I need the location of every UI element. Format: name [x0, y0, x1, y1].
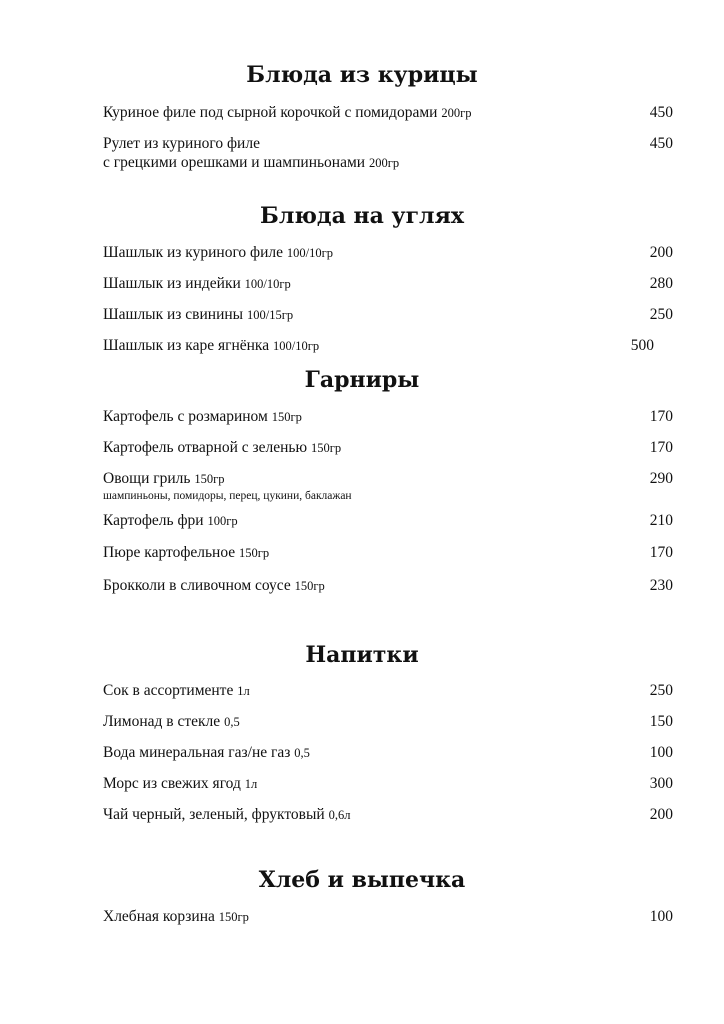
menu-item [103, 305, 673, 325]
item-qty: 150гр [271, 410, 302, 424]
menu-item [103, 712, 673, 732]
item-price: 170 [649, 408, 673, 425]
menu-item [103, 743, 673, 763]
item-name: Шашлык из куриного филе [103, 244, 283, 261]
item-price: 250 [649, 682, 673, 699]
item-price: 500 [630, 337, 654, 354]
menu-item [103, 805, 673, 825]
menu-item [103, 243, 673, 263]
item-qty: 150гр [239, 546, 270, 560]
item-qty: 150гр [294, 579, 325, 593]
item-price: 170 [649, 544, 673, 561]
item-qty: 150гр [194, 472, 225, 486]
item-price: 450 [649, 135, 673, 152]
item-name: Картофель отварной с зеленью [103, 439, 308, 456]
item-price: 170 [649, 439, 673, 456]
section-title-chicken: Блюда из курицы [246, 62, 478, 88]
item-price: 230 [649, 577, 673, 594]
section-title-drinks: Напитки [305, 642, 419, 668]
item-price: 450 [649, 104, 673, 121]
item-price: 150 [649, 713, 673, 730]
menu-item [103, 774, 673, 794]
menu-item [103, 469, 673, 504]
menu-item [103, 907, 673, 927]
item-qty: 150гр [218, 910, 249, 924]
item-name: Морс из свежих ягод [103, 775, 241, 792]
item-price: 300 [649, 775, 673, 792]
item-price: 250 [649, 306, 673, 323]
item-name: Брокколи в сливочном соусе [103, 577, 291, 594]
menu-item [103, 407, 673, 427]
item-price: 210 [649, 512, 673, 529]
item-name: Картофель с розмарином [103, 408, 268, 425]
item-name-line2: с грецкими орешками и шампиньонами [103, 154, 366, 171]
item-name: Чай черный, зеленый, фруктовый [103, 806, 325, 823]
item-name: Хлебная корзина [103, 908, 215, 925]
menu-item [103, 274, 673, 294]
menu-item [103, 103, 673, 123]
item-name: Картофель фри [103, 512, 204, 529]
item-qty: 100/10гр [273, 339, 320, 353]
menu-item [103, 134, 673, 173]
item-name: Шашлык из индейки [103, 275, 241, 292]
section-title-bread: Хлеб и выпечка [258, 867, 466, 893]
item-name: Рулет из куриного филе [103, 135, 260, 152]
item-qty: 100гр [207, 514, 238, 528]
item-qty: 0,5 [224, 715, 240, 729]
item-name: Шашлык из каре ягнёнка [103, 337, 270, 354]
item-note: шампиньоны, помидоры, перец, цукини, баклажан [103, 490, 352, 502]
section-title-grill: Блюда на углях [260, 203, 464, 229]
menu-item [103, 438, 673, 458]
item-name: Шашлык из свинины [103, 306, 244, 323]
item-qty: 1л [237, 684, 250, 698]
item-price: 100 [649, 744, 673, 761]
item-qty: 150гр [310, 441, 342, 455]
item-name: Куриное филе под сырной корочкой с помидорами [103, 104, 438, 121]
item-price: 290 [649, 470, 673, 487]
menu-item [103, 681, 673, 701]
menu-item [103, 511, 673, 531]
item-name: Вода минеральная газ/не газ [103, 744, 291, 761]
menu-item [103, 336, 673, 356]
section-title-sides: Гарниры [304, 367, 420, 393]
item-price: 200 [649, 806, 673, 823]
item-price: 280 [649, 275, 673, 292]
item-qty: 200гр [441, 106, 472, 120]
item-qty: 100/10гр [286, 246, 333, 260]
item-qty: 100/10гр [244, 277, 291, 291]
item-name: Сок в ассортименте [103, 682, 234, 699]
menu-item [103, 576, 673, 596]
item-name: Лимонад в стекле [103, 713, 221, 730]
item-price: 200 [649, 244, 673, 261]
item-qty: 200гр [368, 156, 400, 170]
item-qty: 0,6л [328, 808, 351, 822]
item-qty: 1л [244, 777, 258, 791]
item-qty: 0,5 [294, 746, 310, 760]
item-name: Овощи гриль [103, 470, 191, 487]
item-name: Пюре картофельное [103, 544, 236, 561]
item-price: 100 [649, 908, 673, 925]
menu-item [103, 543, 673, 563]
item-qty: 100/15гр [246, 308, 294, 322]
